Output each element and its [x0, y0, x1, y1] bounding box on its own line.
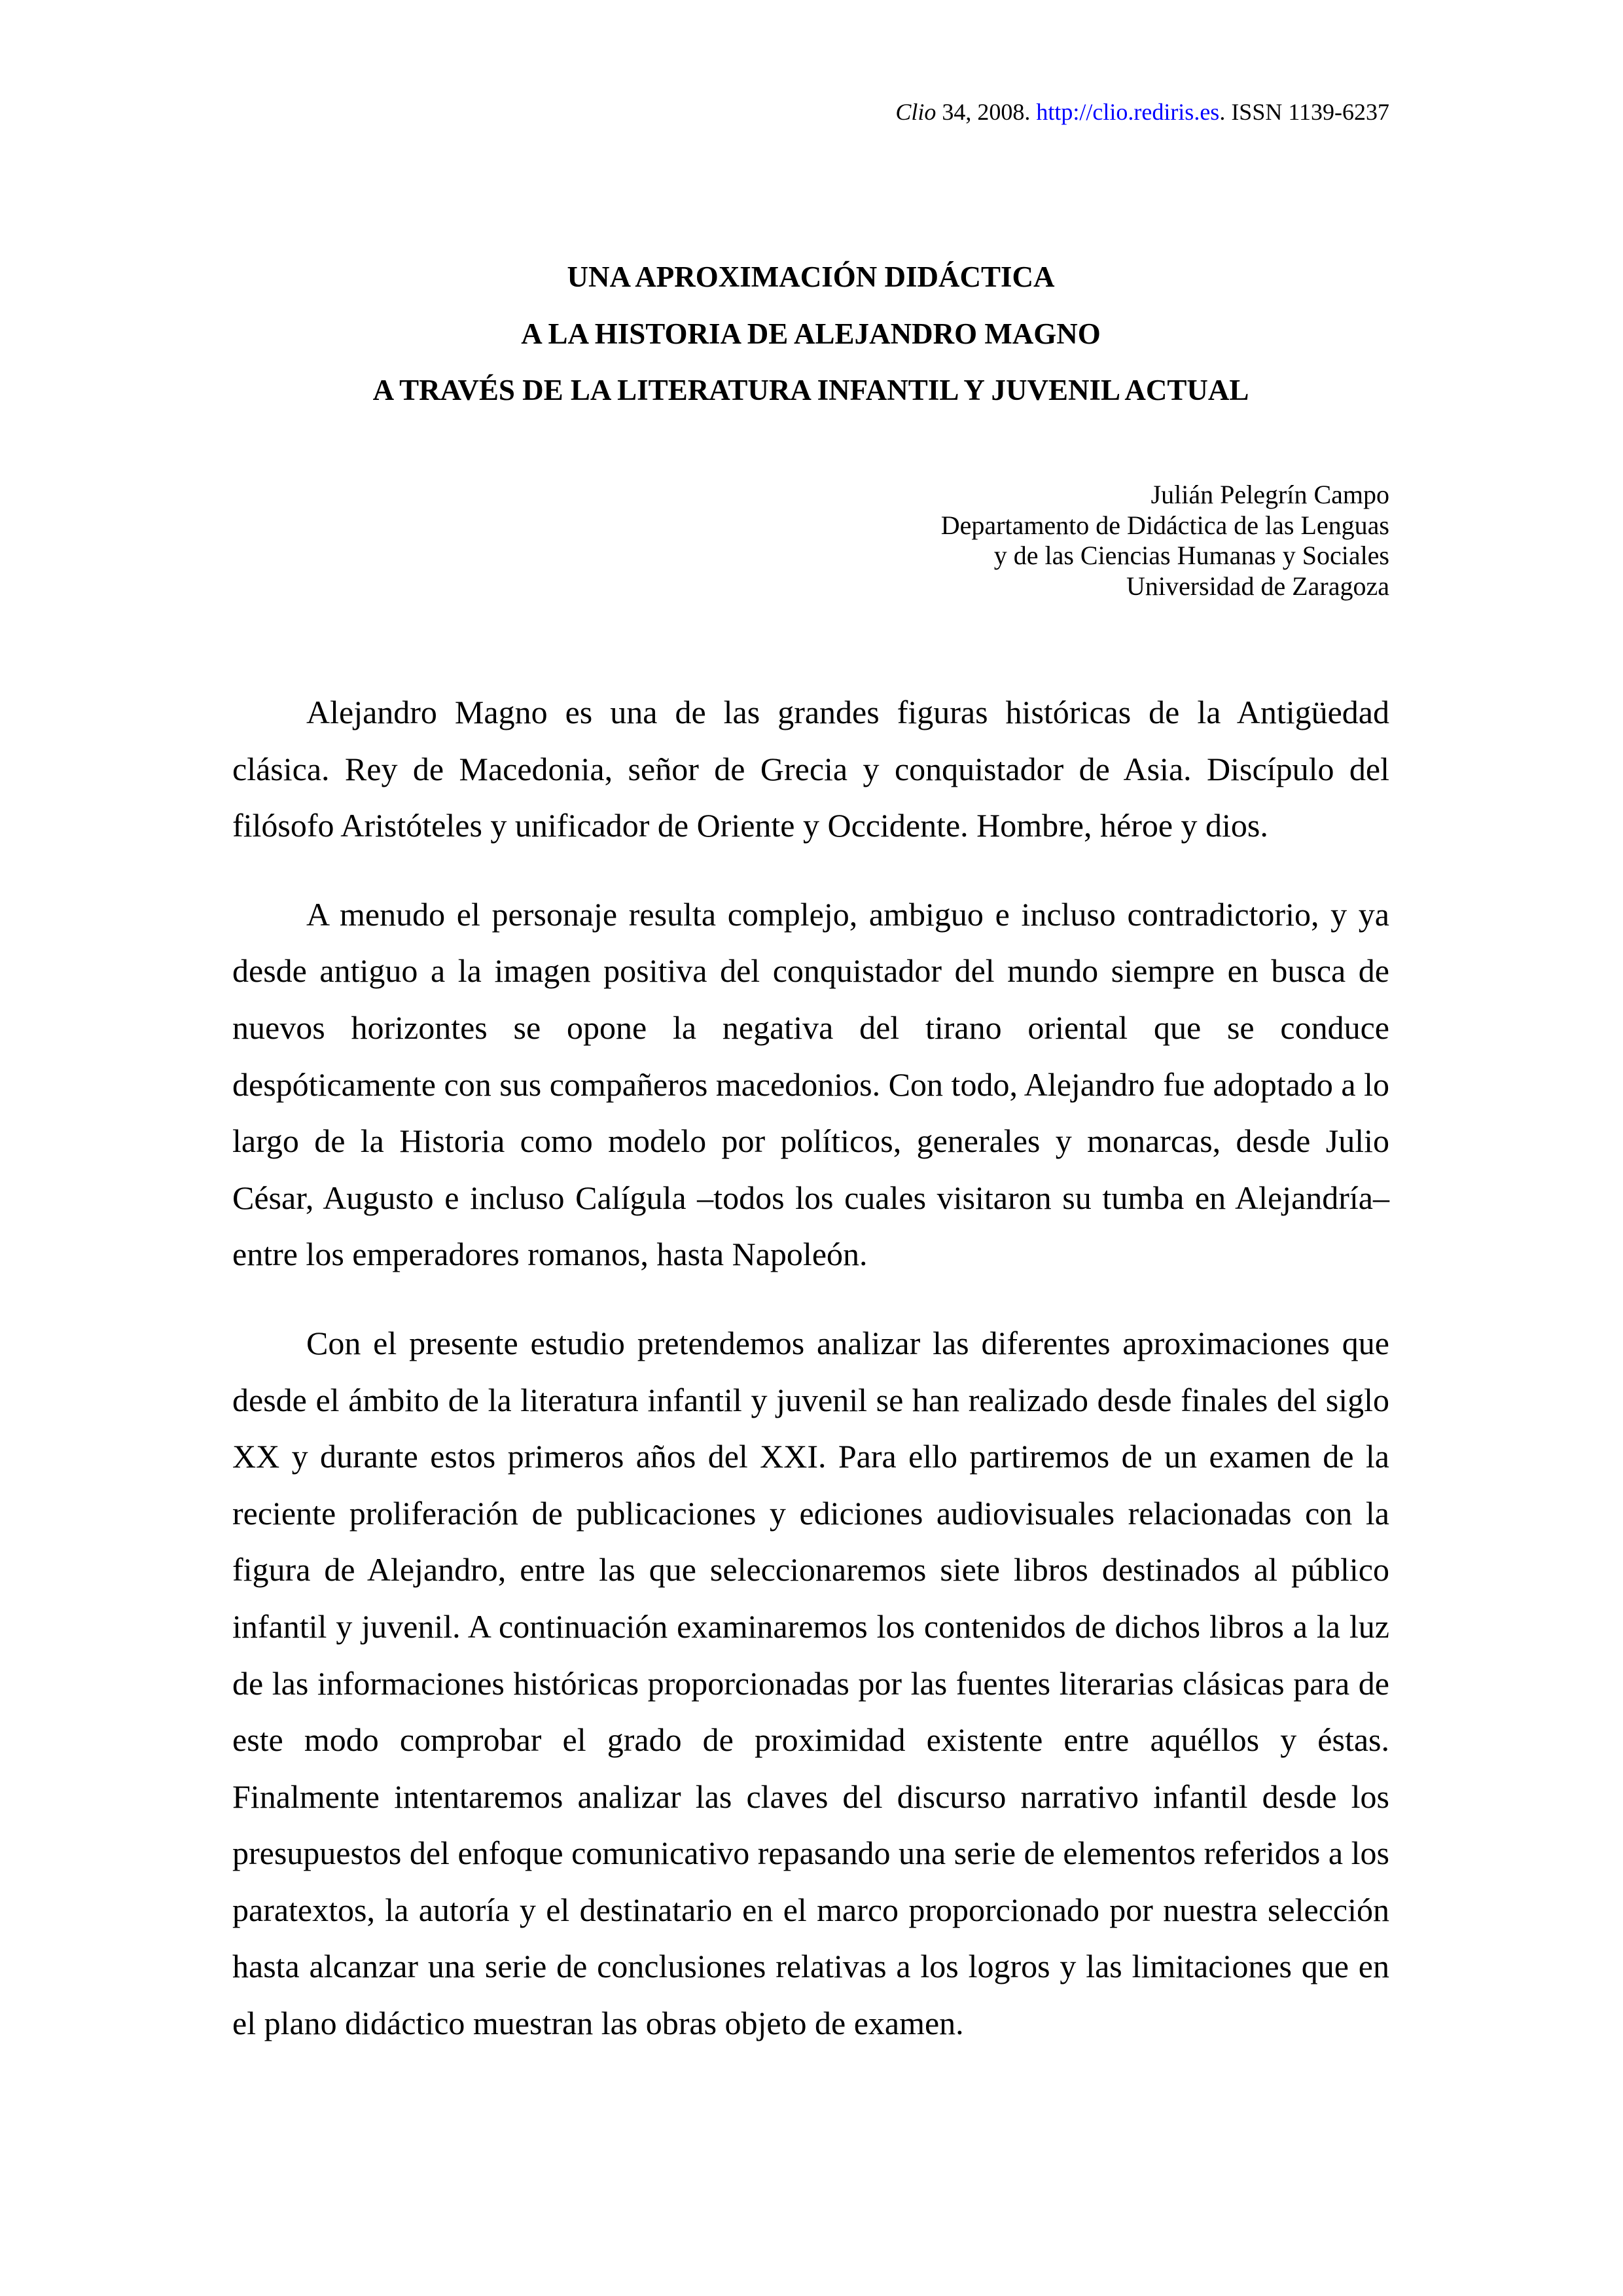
paragraph-1: Alejandro Magno es una de las grandes figuras históricas de la Antigüedad clásica. Rey de Macedonia, señor de Grecia y conquistador de Asia. Discípulo del filósofo Aristóteles y unificador de Oriente y Occidente. Hombre, héroe y dios. [232, 694, 1389, 844]
paragraph-3: Con el presente estudio pretendemos analizar las diferentes aproximaciones que desde el ámbito de la literatura infantil y juvenil se han realizado desde finales del siglo XX y durante estos primeros años del XXI. Para ello partiremos de un examen de la reciente proliferación de publicaciones y ediciones audiovisuales relacionadas con la figura de Alejandro, entre las que seleccionaremos siete libros destinados al público infantil y juvenil. A continuación examinaremos los contenidos de dichos libros a la luz de las informaciones históricas proporcionadas por las fuentes literarias clásicas para de este modo comprobar el grado de proximidad existente entre aquéllos y éstas. Finalmente intentaremos analizar las claves del discurso narrativo infantil desde los presupuestos del enfoque comunicativo repasando una serie de elementos referidos a los paratextos, la autoría y el destinatario en el marco proporcionado por nuestra selección hasta alcanzar una serie de conclusiones relativas a los logros y las limitaciones que en el plano didáctico muestran las obras objeto de examen. [232, 1324, 1389, 2042]
issue-year: 34, 2008. [936, 99, 1037, 125]
title-line-1: UNA APROXIMACIÓN DIDÁCTICA [567, 260, 1055, 293]
affiliation-line-1: Departamento de Didáctica de las Lenguas [940, 510, 1389, 540]
running-header [895, 96, 1389, 128]
title-line-2: A LA HISTORIA DE ALEJANDRO MAGNO [521, 317, 1101, 350]
author-name: Julián Pelegrín Campo [1150, 480, 1389, 509]
title-line-3: A TRAVÉS DE LA LITERATURA INFANTIL Y JUVENIL ACTUAL [372, 374, 1249, 406]
affiliation-line-3: Universidad de Zaragoza [1126, 571, 1389, 601]
paragraph-2: A menudo el personaje resulta complejo, ambiguo e incluso contradictorio, y ya desde antiguo a la imagen positiva del conquistador del mundo siempre en busca de nuevos horizontes se opone la negativa del tirano oriental que se conduce despóticamente con sus compañeros macedonios. Con todo, Alejandro fue adoptado a lo largo de la Historia como modelo por políticos, generales y monarcas, desde Julio César, Augusto e incluso Calígula –todos los cuales visitaron su tumba en Alejandría– entre los emperadores romanos, hasta Napoleón. [232, 895, 1389, 1273]
affiliation-line-2: y de las Ciencias Humanas y Sociales [993, 541, 1389, 571]
journal-url-link[interactable]: http://clio.rediris.es [1036, 99, 1220, 125]
issn: . ISSN 1139-6237 [1219, 99, 1389, 125]
body-text [232, 684, 1389, 2084]
article-title [232, 249, 1389, 419]
author-block [941, 480, 1389, 602]
journal-name: Clio [895, 99, 936, 125]
